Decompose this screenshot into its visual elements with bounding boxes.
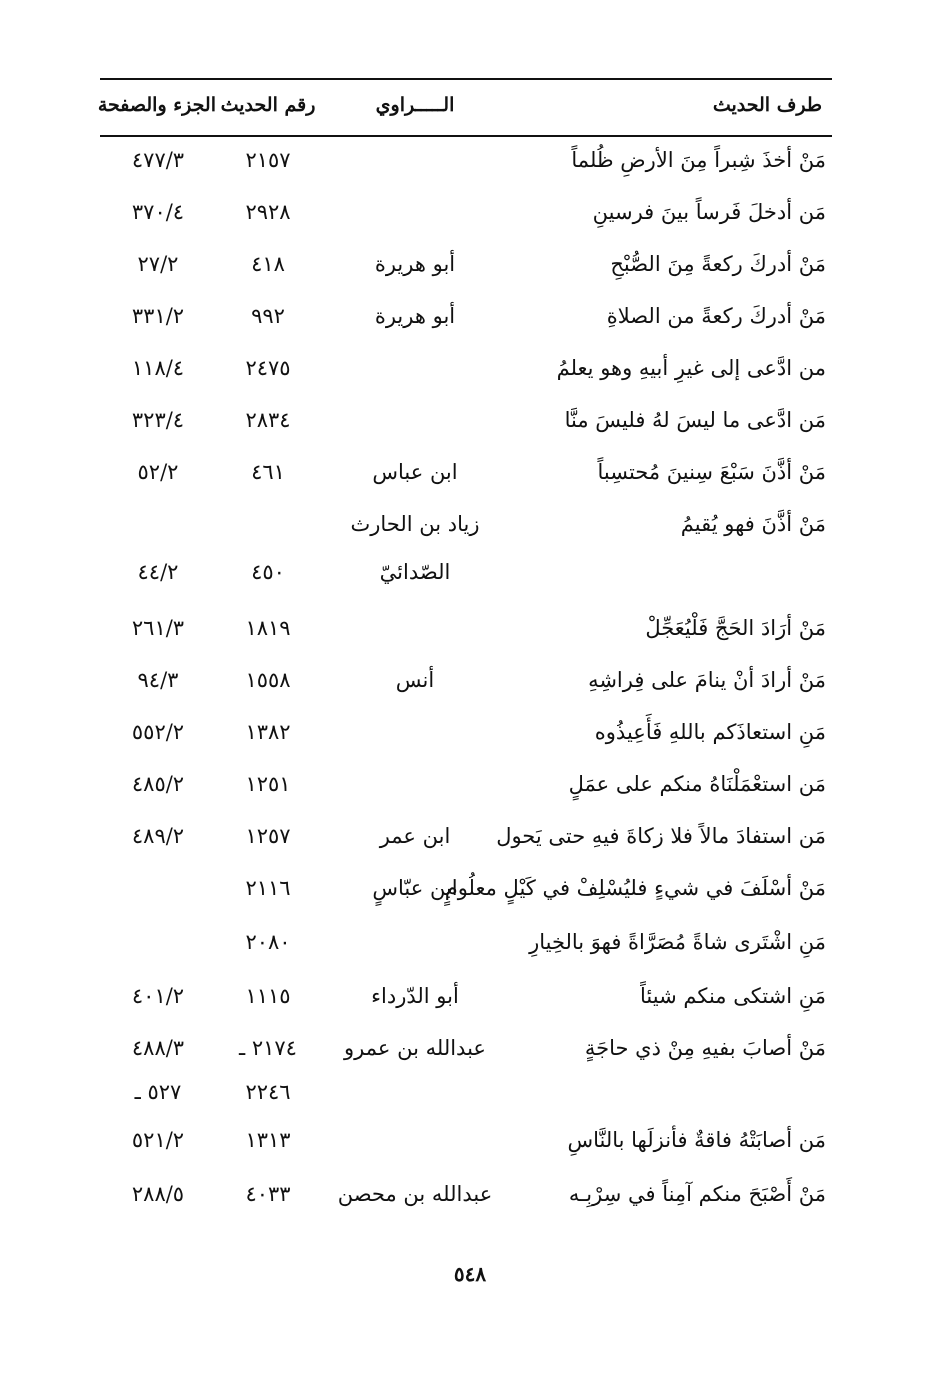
juz-page: ٤٠١/٢ [131, 984, 185, 1008]
rawi-text: أبو الدّرداء [371, 984, 459, 1008]
hadith-number: ١٣١٣ [245, 1128, 291, 1152]
table-row [100, 764, 832, 808]
hadith-number: ٢٠٨٠ [245, 930, 291, 954]
juz-page: ٥٢٧ ـ [134, 1080, 182, 1104]
hadith-number: ٢٩٢٨ [245, 200, 291, 224]
rawi-text: عبدالله بن محصن [337, 1182, 493, 1206]
hadith-text: من ادَّعى إلى غيرِ أبيهِ وهو يعلمُ [556, 356, 826, 380]
rawi-text: الصّدائيّ [379, 560, 451, 584]
table-row [100, 140, 832, 184]
juz-page: ٢٧/٢ [137, 252, 179, 276]
table-row [100, 608, 832, 652]
table-row [100, 976, 832, 1020]
hadith-text: مَنْ أذَّنَ فهو يُقيمُ [680, 512, 826, 536]
juz-page: ٢٨٨/٥ [131, 1182, 185, 1206]
table-row [100, 192, 832, 236]
header-hadith: طرف الحديث [712, 94, 822, 116]
juz-page: ٤٧٧/٣ [131, 148, 185, 172]
hadith-number: ١٣٨٢ [245, 720, 291, 744]
hadith-text: مَنْ أذَّنَ سَبْعَ سِنينَ مُحتسِباً [597, 460, 826, 484]
hadith-text: مَنْ أصابَ بفيهِ مِنْ ذي حاجَةٍ [584, 1036, 826, 1060]
table-header-rule [100, 135, 832, 137]
hadith-text: مَنْ أدركَ ركعةً من الصلاةِ [606, 304, 826, 328]
juz-page: ٩٤/٣ [137, 668, 179, 692]
juz-page: ٥٢١/٢ [131, 1128, 185, 1152]
hadith-text: مَنْ أخذَ شِبراً مِنَ الأرضِ ظُلماً [571, 148, 826, 172]
juz-page: ٢٦١/٣ [131, 616, 185, 640]
hadith-text: مَنْ أسْلَفَ في شيءٍ فليُسْلِفْ في كَيْلٍ معلُومٍ [444, 876, 826, 900]
hadith-number: ٢٨٣٤ [245, 408, 291, 432]
juz-page: ٣٧٠/٤ [131, 200, 185, 224]
table-row [100, 1072, 832, 1116]
hadith-number: ٤٦١ [251, 460, 285, 484]
header-number: رقم الحديث [220, 94, 316, 116]
hadith-number: ٢٤٧٥ [245, 356, 291, 380]
hadith-number: ١١١٥ [245, 984, 291, 1008]
hadith-number: ٢٢٤٦ [245, 1080, 291, 1104]
hadith-number: ١٢٥٧ [245, 824, 291, 848]
juz-page: ١١٨/٤ [131, 356, 185, 380]
hadith-text: مَنْ أَصْبَحَ منكم آمِناً في سِرْبِـه [568, 1182, 826, 1206]
table-row [100, 660, 832, 704]
juz-page: ٤٤/٢ [137, 560, 179, 584]
hadith-text: مَن أدخلَ فَرساً بينَ فرسينِ [592, 200, 826, 224]
rawi-text: ابن عبّاسٍ [372, 876, 458, 900]
table-row [100, 552, 832, 596]
hadith-text: مَن أصابَتْهُ فاقةٌ فأنزلَها بالنَّاسِ [567, 1128, 826, 1152]
table-row [100, 504, 832, 548]
rawi-text: زياد بن الحارث [350, 512, 480, 536]
page-number: ٥٤٨ [453, 1262, 487, 1286]
juz-page: ٣٢٣/٤ [131, 408, 185, 432]
table-row [100, 452, 832, 496]
table-row [100, 1174, 832, 1218]
hadith-text: مَن استفادَ مالاً فلا زكاةَ فيهِ حتى يَحول [496, 824, 826, 848]
hadith-text: مَن ادَّعى ما ليسَ لهُ فليسَ منَّا [564, 408, 826, 432]
hadith-number: ٤٥٠ [251, 560, 285, 584]
hadith-text: مَنِ استعاذَكم باللهِ فَأَعِيذُوه [594, 720, 826, 744]
table-row [100, 296, 832, 340]
table-header [97, 88, 832, 128]
juz-page: ٤٨٩/٢ [131, 824, 185, 848]
table-row [100, 922, 832, 966]
table-row [100, 712, 832, 756]
hadith-number: ٤٠٣٣ [245, 1182, 291, 1206]
juz-page: ٤٨٨/٣ [131, 1036, 185, 1060]
hadith-text: مَنِ اشْتَرى شاةً مُصَرَّاةً فهوَ بالخِيارِ [529, 930, 826, 954]
juz-page: ٥٥٢/٢ [131, 720, 185, 744]
table-row [100, 244, 832, 288]
table-row [100, 1028, 832, 1072]
hadith-text: مَنِ اشتكى منكم شيئاً [640, 984, 826, 1008]
juz-page: ٥٢/٢ [137, 460, 179, 484]
header-rawi: الـــــراوي [375, 94, 455, 116]
table-row [100, 816, 832, 860]
table-top-rule [100, 78, 832, 80]
rawi-text: ابن عباس [372, 460, 458, 484]
hadith-number: ٤١٨ [251, 252, 285, 276]
juz-page: ٣٣١/٢ [131, 304, 185, 328]
hadith-number: ٢١٧٤ ـ [239, 1036, 297, 1060]
rawi-text: أنس [395, 668, 435, 692]
rawi-text: ابن عمر [379, 824, 451, 848]
header-juz: الجزء والصفحة [97, 94, 216, 116]
rawi-text: أبو هريرة [374, 304, 456, 328]
hadith-number: ٢١١٦ [245, 876, 291, 900]
table-row [100, 1120, 832, 1164]
hadith-number: ١٥٥٨ [245, 668, 291, 692]
table-row [100, 400, 832, 444]
rawi-text: أبو هريرة [374, 252, 456, 276]
juz-page: ٤٨٥/٢ [131, 772, 185, 796]
hadith-number: ٩٩٢ [251, 304, 285, 328]
hadith-number: ٢١٥٧ [245, 148, 291, 172]
hadith-text: مَنْ أرادَ أنْ ينامَ على فِراشِهِ [588, 668, 826, 692]
hadith-number: ١٨١٩ [245, 616, 291, 640]
hadith-number: ١٢٥١ [245, 772, 291, 796]
hadith-text: مَنْ أرَادَ الحَجَّ فَلْيُعَجِّلْ [645, 616, 826, 640]
hadith-text: مَن استعْمَلْنَاهُ منكم على عمَلٍ [568, 772, 826, 796]
table-row [100, 868, 832, 912]
rawi-text: عبدالله بن عمرو [344, 1036, 486, 1060]
table-row [100, 348, 832, 392]
hadith-text: مَنْ أدركَ ركعةً مِنَ الصُّبْحِ [610, 252, 826, 276]
